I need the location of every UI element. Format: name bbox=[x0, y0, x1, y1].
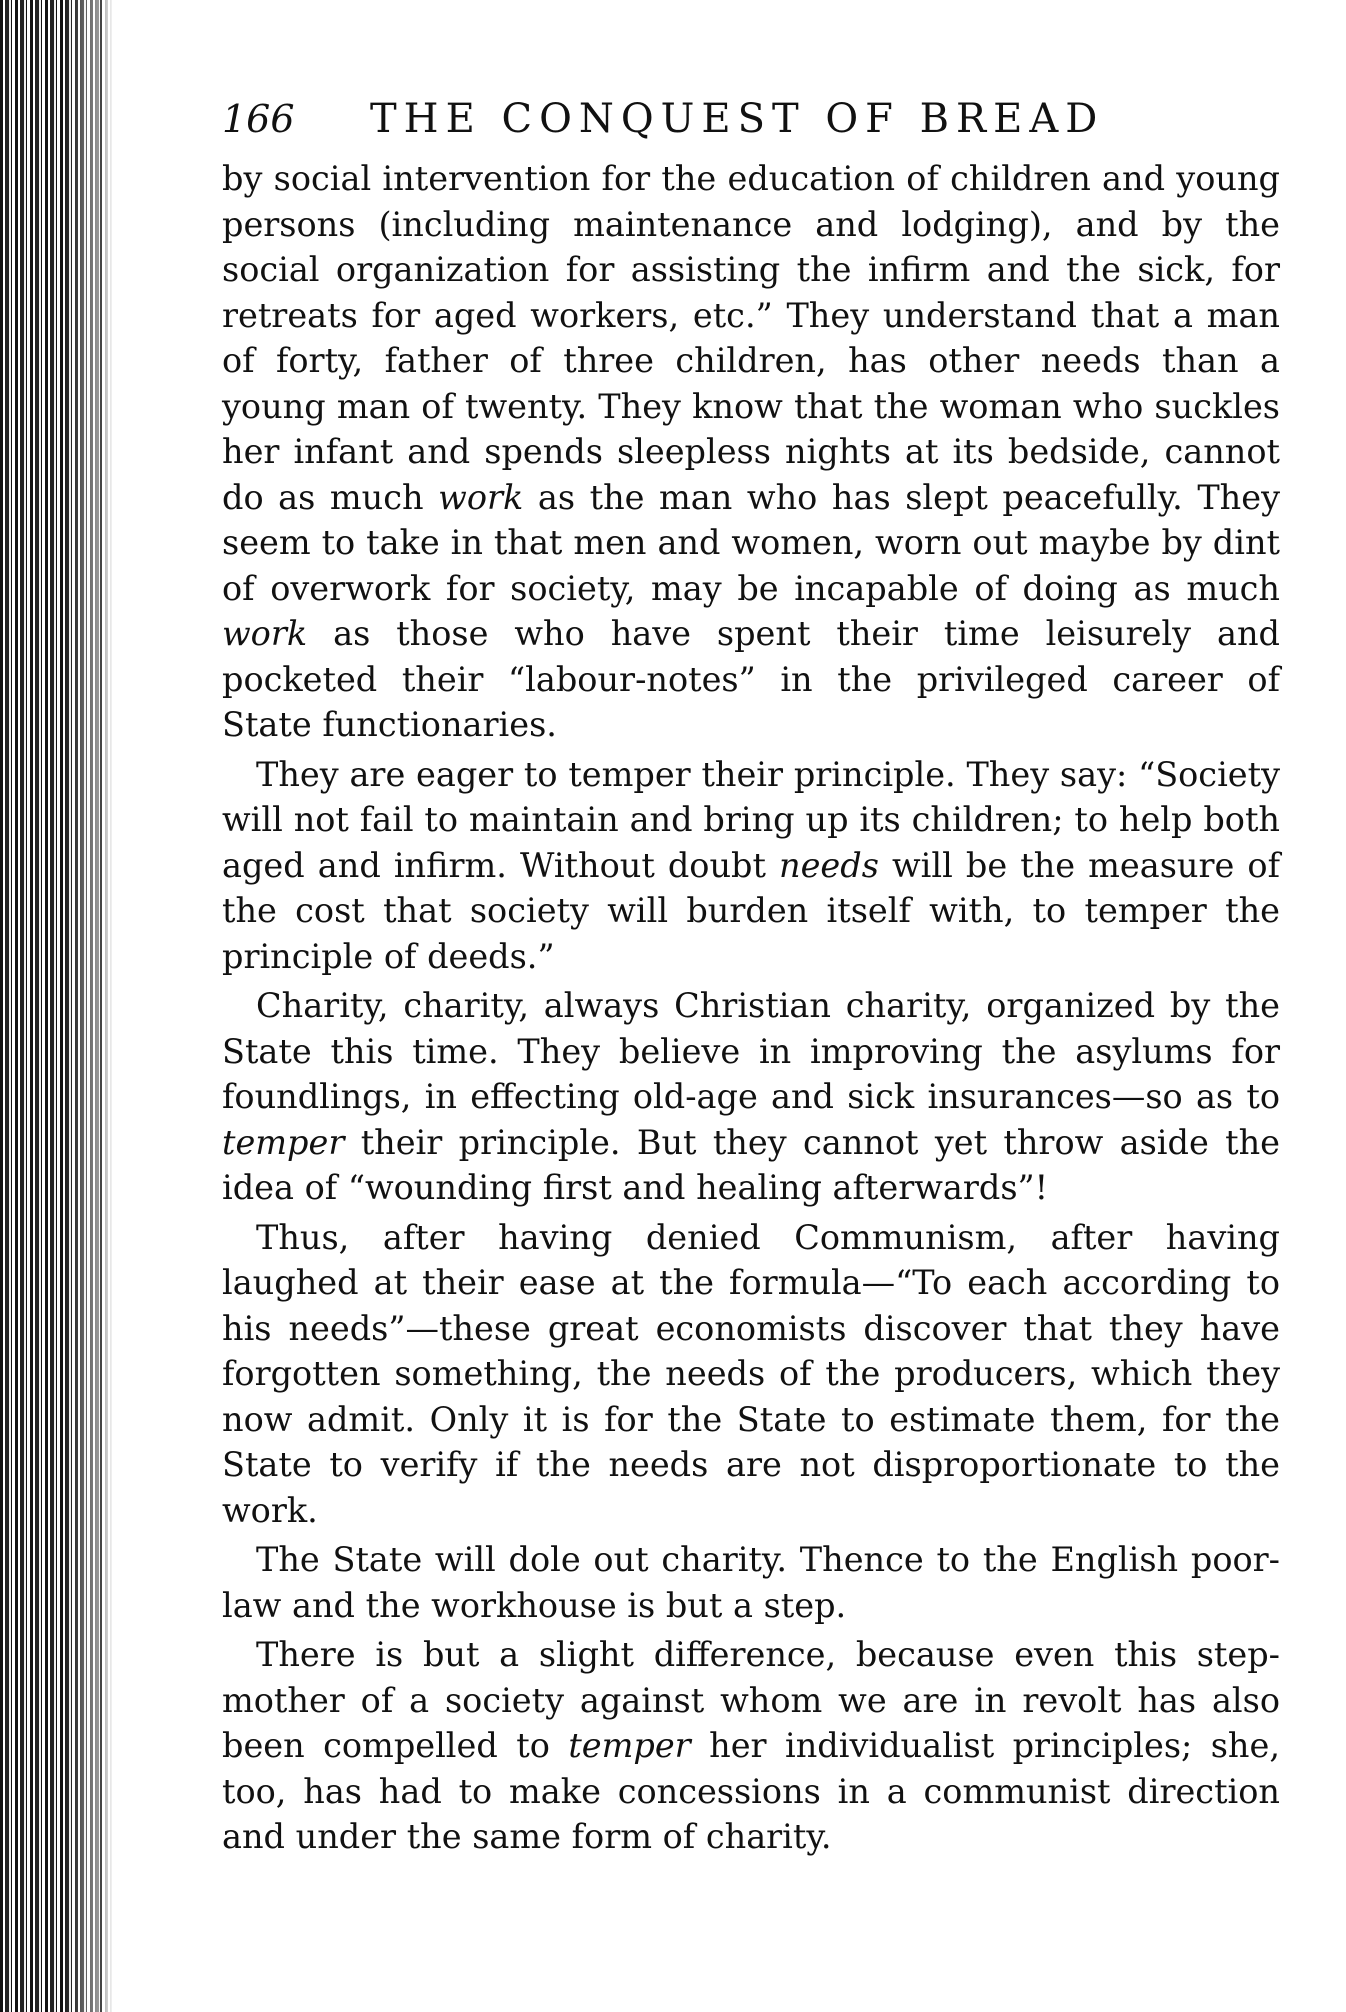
text-run: will be the measure of the cost that society will burden itself with, to temper the principle of deeds.” bbox=[222, 845, 1280, 976]
text-run: their principle. But they cannot yet throw aside the idea of “wounding first and healing afterwards”! bbox=[222, 1122, 1280, 1207]
text-run: The State will dole out charity. Thence to the English poor-law and the workhouse is but a step. bbox=[222, 1540, 1280, 1625]
text-run: There is but a slight difference, because even this stepmother of a society against whom we are in revolt has also been compelled to bbox=[222, 1635, 1280, 1765]
text-run: as those who have spent their time leisurely and pocketed their “labour-notes” in the privileged career of State functionaries. bbox=[222, 614, 1280, 744]
paragraph-1 bbox=[222, 156, 1280, 748]
text-run: Thus, after having denied Communism, after having laughed at their ease at the formula—“To each according to his needs”—these great economists discover that they have forgotten something, the needs of the producers, which they now admit. Only it is for the State to estimate them, for the State to verify if the needs are not disproportionate to the work. bbox=[222, 1217, 1280, 1530]
italic-run: needs bbox=[779, 845, 879, 885]
paragraph-2 bbox=[222, 752, 1280, 980]
paragraph-5 bbox=[222, 1537, 1280, 1628]
text-run: as the man who has slept peacefully. They seem to take in that men and women, worn out maybe by dint of overwork for society, may be incapable of doing as much bbox=[222, 477, 1280, 608]
page-number: 166 bbox=[222, 97, 295, 141]
italic-run: work bbox=[438, 477, 524, 517]
book-title: THE CONQUEST OF BREAD bbox=[370, 96, 1105, 142]
text-run: Charity, charity, always Christian charity, organized by the State this time. They believe in improving the asylums for foundlings, in effecting old-age and sick insurances—so as to bbox=[222, 986, 1280, 1116]
text-run: They are eager to temper their principle. They say: “Society will not fail to maintain and bring up its children; to help both aged and infirm. Without doubt bbox=[222, 754, 1280, 885]
text-run: by social intervention for the education of children and young persons (including maintenance and lodging), and by the social organization for assisting the infirm and the sick, for retreats for aged workers, etc.” They understand that a man of forty, father of three children, has other needs than a young man of twenty. They know that the woman who suckles her infant and spends sleepless nights at its bedside, cannot do as much bbox=[222, 159, 1280, 517]
paragraph-6 bbox=[222, 1632, 1280, 1860]
italic-run: temper bbox=[222, 1122, 345, 1162]
text-run: her individualist principles; she, too, has had to make concessions in a communist direction and under the same form of charity. bbox=[222, 1726, 1280, 1856]
italic-run: work bbox=[222, 614, 308, 653]
binding-shadow bbox=[66, 0, 114, 2012]
italic-run: temper bbox=[568, 1726, 691, 1765]
paragraph-3 bbox=[222, 983, 1280, 1211]
page-edge-line bbox=[100, 0, 102, 2012]
paragraph-4 bbox=[222, 1215, 1280, 1534]
book-page bbox=[222, 96, 1280, 1860]
running-head bbox=[222, 96, 1280, 152]
body-text bbox=[222, 156, 1280, 1860]
